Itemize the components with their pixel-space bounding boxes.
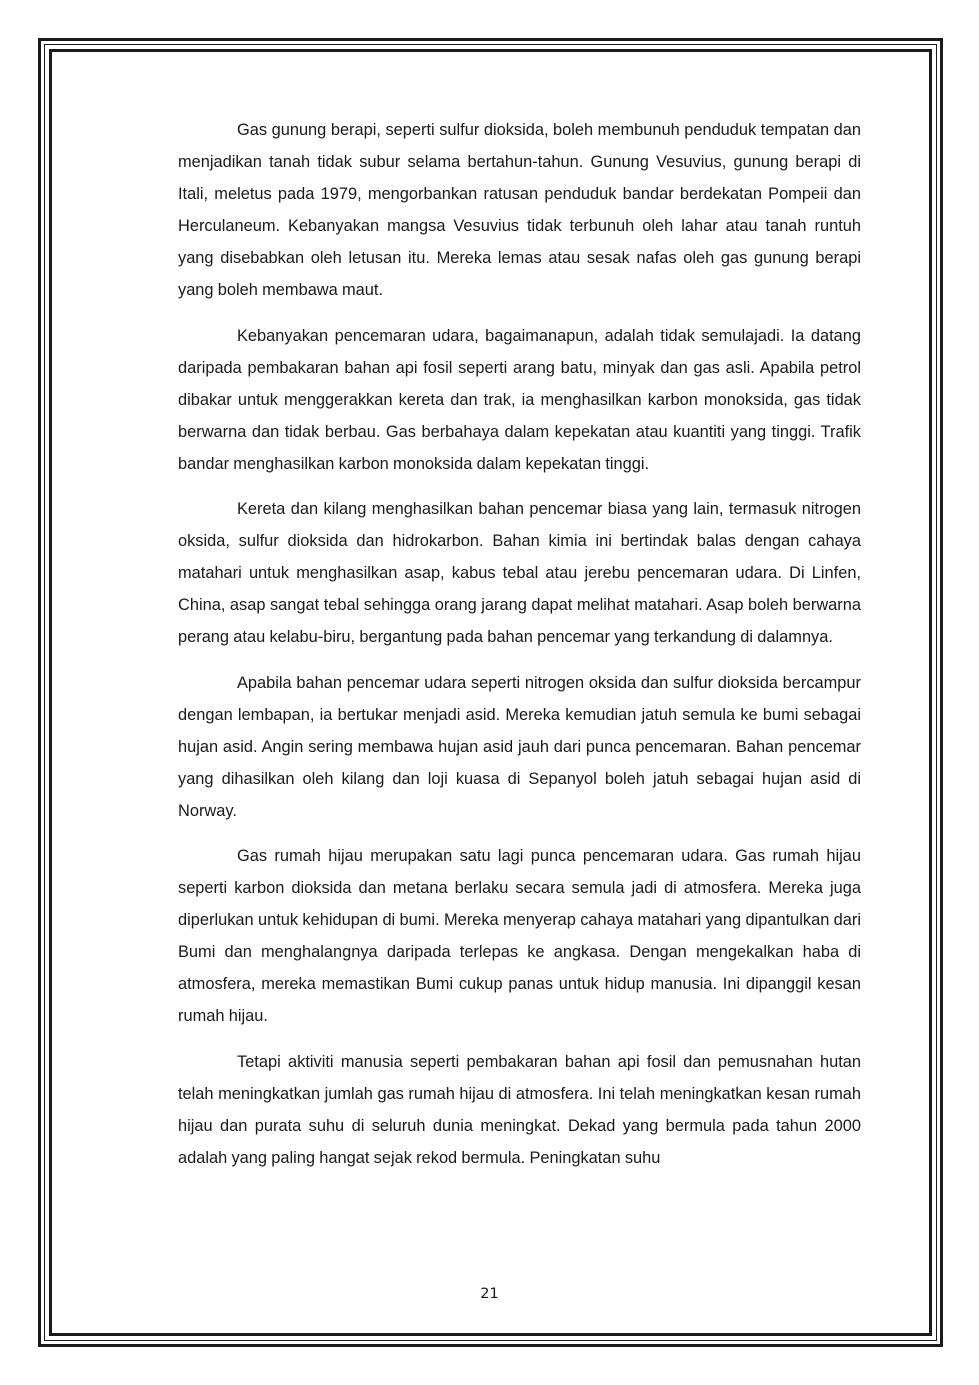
paragraph-acid-rain: Apabila bahan pencemar udara seperti nitrogen oksida dan sulfur dioksida bercampur dengan lembapan, ia bertukar menjadi asid. Mereka kemudian jatuh semula ke bumi sebagai hujan asid. Angin sering membawa hujan asid jauh dari punca pencemaran. Bahan pencemar yang dihasilkan oleh kilang dan loji kuasa di Sepanyol boleh jatuh sebagai hujan asid di Norway. <box>178 673 861 820</box>
paragraph-volcanic-gas: Gas gunung berapi, seperti sulfur dioksida, boleh membunuh penduduk tempatan dan menjadikan tanah tidak subur selama bertahun-tahun. Gunung Vesuvius, gunung berapi di Itali, meletus pada 1979, mengorbankan ratusan penduduk bandar berdekatan Pompeii dan Herculaneum. Kebanyakan mangsa Vesuvius tidak terbunuh oleh lahar atau tanah runtuh yang disebabkan oleh letusan itu. Mereka lemas atau sesak nafas oleh gas gunung berapi yang boleh membawa maut. <box>178 121 861 299</box>
document-body <box>178 114 861 1187</box>
paragraph-fossil-fuel-pollution: Kebanyakan pencemaran udara, bagaimanapun, adalah tidak semulajadi. Ia datang daripada pembakaran bahan api fosil seperti arang batu, minyak dan gas asli. Apabila petrol dibakar untuk menggerakkan kereta dan trak, ia menghasilkan karbon monoksida, gas tidak berwarna dan tidak berbau. Gas berbahaya dalam kepekatan atau kuantiti yang tinggi. Trafik bandar menghasilkan karbon monoksida dalam kepekatan tinggi. <box>178 326 861 473</box>
paragraph-human-activity: Tetapi aktiviti manusia seperti pembakaran bahan api fosil dan pemusnahan hutan telah meningkatkan jumlah gas rumah hijau di atmosfera. Ini telah meningkatkan kesan rumah hijau dan purata suhu di seluruh dunia meningkat. Dekad yang bermula pada tahun 2000 adalah yang paling hangat sejak rekod bermula. Peningkatan suhu <box>178 1052 861 1167</box>
paragraph-smog: Kereta dan kilang menghasilkan bahan pencemar biasa yang lain, termasuk nitrogen oksida, sulfur dioksida dan hidrokarbon. Bahan kimia ini bertindak balas dengan cahaya matahari untuk menghasilkan asap, kabus tebal atau jerebu pencemaran udara. Di Linfen, China, asap sangat tebal sehingga orang jarang dapat melihat matahari. Asap boleh berwarna perang atau kelabu-biru, bergantung pada bahan pencemar yang terkandung di dalamnya. <box>178 500 861 646</box>
page-number: 21 <box>480 1286 499 1302</box>
paragraph-greenhouse-gas: Gas rumah hijau merupakan satu lagi punca pencemaran udara. Gas rumah hijau seperti karbon dioksida dan metana berlaku secara semula jadi di atmosfera. Mereka juga diperlukan untuk kehidupan di bumi. Mereka menyerap cahaya matahari yang dipantulkan dari Bumi dan menghalangnya daripada terlepas ke angkasa. Dengan mengekalkan haba di atmosfera, mereka memastikan Bumi cukup panas untuk hidup manusia. Ini dipanggil kesan rumah hijau. <box>178 847 861 1025</box>
